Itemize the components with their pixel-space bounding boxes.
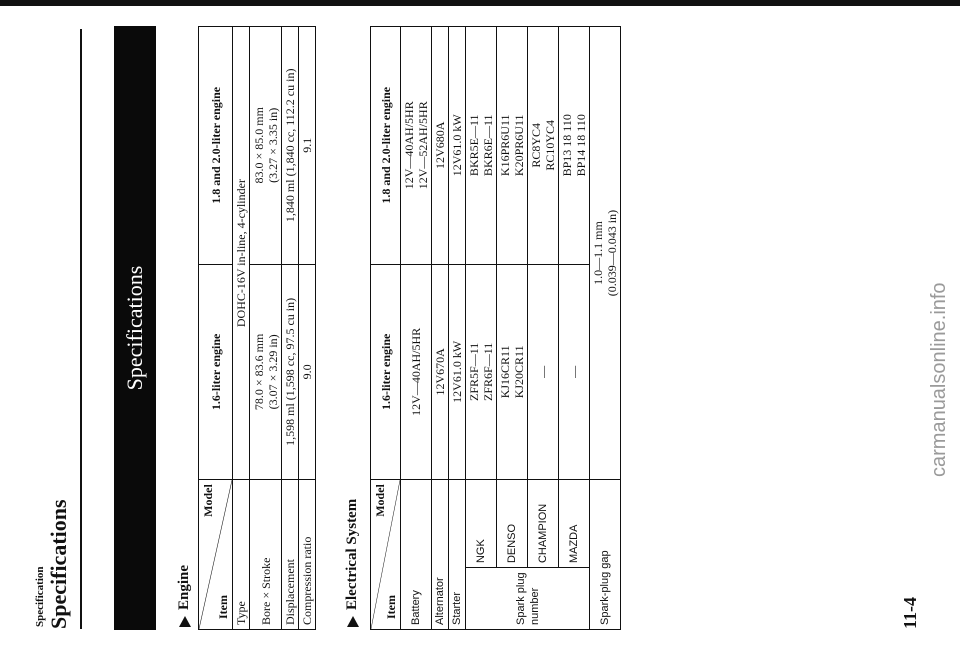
denso-1-8 (497, 27, 528, 265)
value-line: RC10YC4 (543, 119, 557, 171)
electrical-heading (344, 499, 361, 627)
section-label: Specification (34, 566, 46, 627)
table-row (559, 27, 590, 630)
displacement-1-8: 1,840 ml (1,840 cc, 112.2 cu in) (282, 27, 299, 265)
model-header: Model (373, 484, 387, 517)
bore-stroke-1-6 (250, 264, 282, 480)
value-line: ZFR5F—11 (467, 342, 481, 401)
value-line: BP14 18 110 (574, 114, 588, 177)
watermark: carmanualsonline.info (928, 282, 950, 477)
item-model-header-cell (199, 480, 233, 630)
value-line: K20PR6U11 (512, 114, 526, 177)
ngk-1-6 (466, 264, 497, 480)
page-number: 11-4 (900, 596, 920, 629)
starter-1-6: 12V61.0 kW (449, 264, 466, 480)
brand-label: DENSO (497, 480, 528, 568)
table-row (233, 27, 250, 630)
value-line: (3.07 × 3.29 in) (265, 334, 280, 410)
value-line: ZFR6F—11 (481, 342, 495, 401)
triangle-bullet-icon (179, 616, 191, 627)
row-label: Battery (401, 480, 432, 630)
engine-spec-table (198, 26, 316, 630)
denso-1-6 (497, 264, 528, 480)
electrical-spec-table (370, 26, 621, 630)
page-title: Specifications (46, 499, 71, 629)
value-line: (3.27 × 3.35 in) (265, 107, 280, 183)
table-header-row (199, 27, 233, 630)
value-line: 78.0 × 83.6 mm (251, 333, 266, 411)
row-label: Type (233, 480, 250, 630)
value-line: 12V—52AH/5HR (416, 101, 430, 190)
mazda-1-8 (559, 27, 590, 265)
value-line: KJ16CR11 (498, 345, 512, 399)
alternator-1-6: 12V670A (432, 264, 449, 480)
model-header: Model (201, 484, 215, 517)
spark-plug-gap-value (590, 27, 621, 480)
item-model-header-cell (371, 480, 401, 630)
table-row (590, 27, 621, 630)
item-header: Item (216, 595, 230, 619)
row-label: Spark-plug gap (590, 480, 621, 630)
value-line: RC8YC4 (529, 122, 543, 168)
table-header-row (371, 27, 401, 630)
brand-label: MAZDA (559, 480, 590, 568)
battery-1-6: 12V—40AH/5HR (401, 264, 432, 480)
value-line: BP13 18 110 (560, 114, 574, 177)
label-line: number (528, 587, 541, 625)
brand-label: NGK (466, 480, 497, 568)
section-banner (114, 26, 156, 630)
value-line: KJ20CR11 (512, 345, 526, 399)
table-row (299, 27, 316, 630)
mazda-1-6: — (559, 264, 590, 480)
row-label: Alternator (432, 480, 449, 630)
value-line: BKR5E—11 (467, 114, 481, 177)
type-value: DOHC-16V in-line, 4-cylinder (233, 27, 250, 480)
battery-1-8 (401, 27, 432, 265)
column-header-1-8-2-0: 1.8 and 2.0-liter engine (371, 27, 401, 265)
row-label: Compression ratio (299, 480, 316, 630)
displacement-1-6: 1,598 ml (1,598 cc, 97.5 cu in) (282, 264, 299, 480)
compression-1-8: 9.1 (299, 27, 316, 265)
bore-stroke-1-8 (250, 27, 282, 265)
starter-1-8: 12V61.0 kW (449, 27, 466, 265)
alternator-1-8: 12V680A (432, 27, 449, 265)
table-row (497, 27, 528, 630)
page-edge-bar (0, 0, 960, 6)
column-header-1-6: 1.6-liter engine (371, 264, 401, 480)
value-line: (0.039—0.043 in) (605, 209, 619, 297)
table-row (466, 27, 497, 630)
item-header: Item (384, 595, 398, 619)
table-row (449, 27, 466, 630)
value-line: 83.0 × 85.0 mm (251, 107, 266, 184)
value-line: 1.0—1.1 mm (591, 221, 605, 285)
column-header-1-8-2-0: 1.8 and 2.0-liter engine (199, 27, 233, 265)
table-row (528, 27, 559, 630)
header-divider (80, 29, 82, 629)
engine-heading-label: Engine (176, 564, 192, 610)
table-row (250, 27, 282, 630)
column-header-1-6: 1.6-liter engine (199, 264, 233, 480)
spark-plug-number-label (466, 568, 590, 630)
champion-1-6: — (528, 264, 559, 480)
row-label: Starter (449, 480, 466, 630)
value-line: BKR6E—11 (481, 114, 495, 177)
ngk-1-8 (466, 27, 497, 265)
compression-1-6: 9.0 (299, 264, 316, 480)
label-line: Spark plug (514, 572, 527, 625)
table-row (401, 27, 432, 630)
table-row (432, 27, 449, 630)
value-line: 12V—40AH/5HR (402, 101, 416, 190)
table-row (282, 27, 299, 630)
electrical-heading-label: Electrical System (344, 498, 360, 610)
brand-label: CHAMPION (528, 480, 559, 568)
row-label: Bore × Stroke (250, 480, 282, 630)
row-label: Displacement (282, 480, 299, 630)
banner-title: Specifications (122, 265, 147, 391)
value-line: K16PR6U11 (498, 114, 512, 177)
triangle-bullet-icon (347, 616, 359, 627)
engine-heading (176, 565, 193, 627)
champion-1-8 (528, 27, 559, 265)
